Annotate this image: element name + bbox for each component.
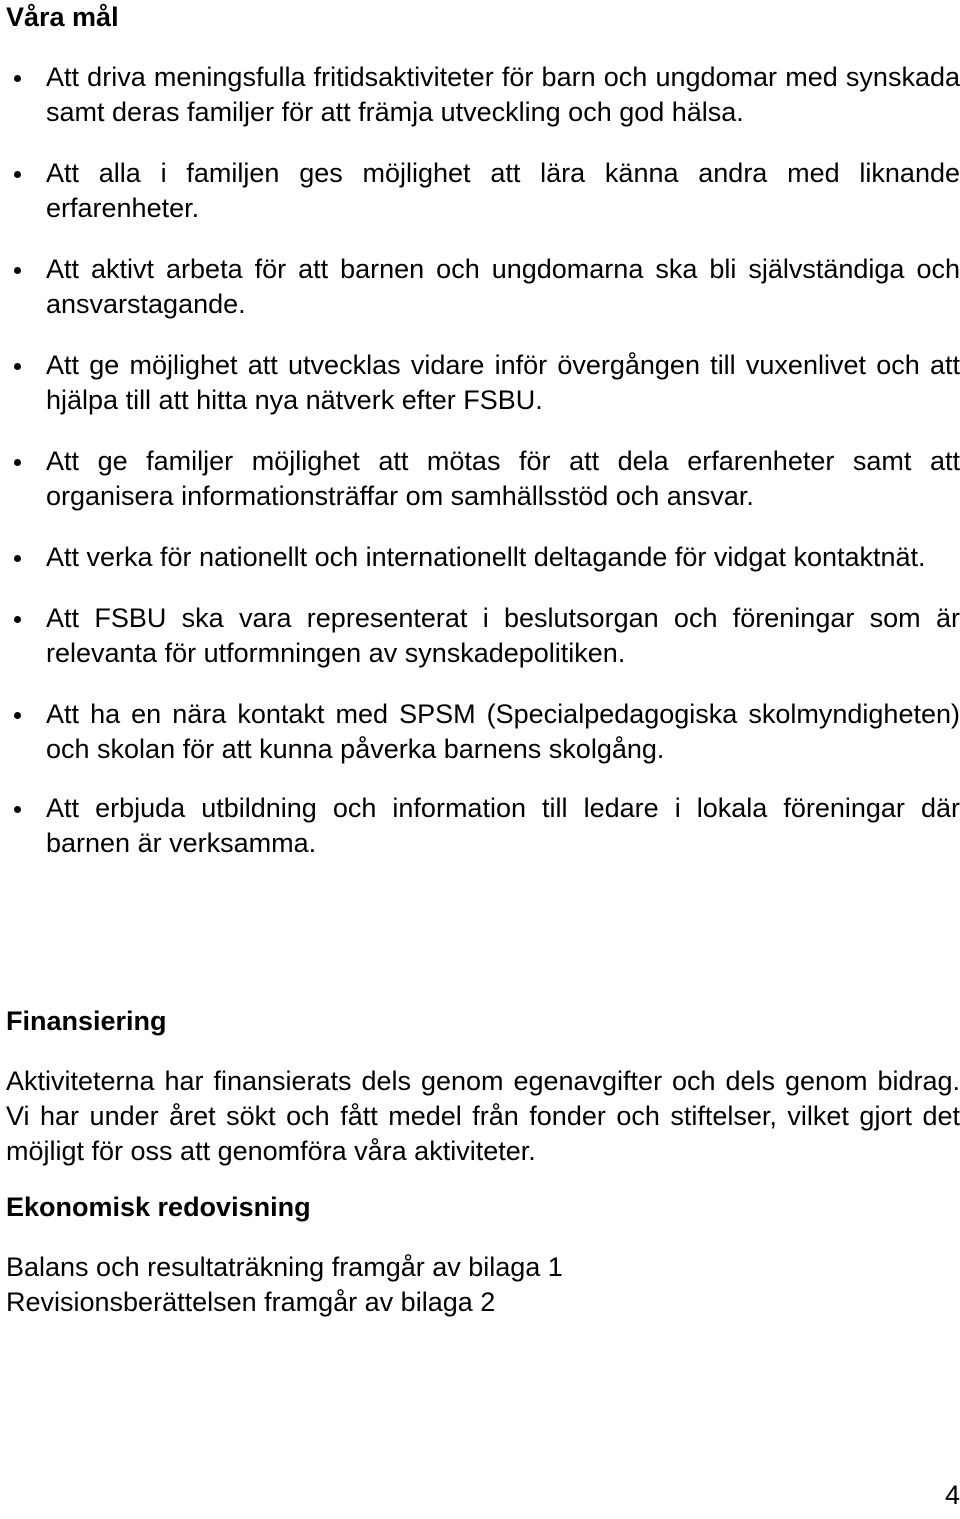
bullet-icon <box>14 806 21 813</box>
list-item <box>0 60 960 130</box>
bullet-icon <box>14 459 21 466</box>
bullet-icon <box>14 267 21 274</box>
list-item <box>0 697 960 767</box>
list-item <box>0 252 960 322</box>
list-item <box>0 791 960 861</box>
bullet-icon <box>14 363 21 370</box>
goals-list <box>0 60 960 887</box>
goal-text: Att erbjuda utbildning och information till ledare i lokala föreningar där barnen är verksamma. <box>46 793 960 858</box>
goal-text: Att driva meningsfulla fritidsaktiviteter för barn och ungdomar med synskada samt deras familjer för att främja utveckling och god hälsa. <box>46 62 960 127</box>
bullet-icon <box>14 616 21 623</box>
list-item <box>0 601 960 671</box>
list-item <box>0 540 960 575</box>
economy-heading: Ekonomisk redovisning <box>6 1192 311 1222</box>
goal-text: Att ha en nära kontakt med SPSM (Specialpedagogiska skolmyndigheten) och skolan för att kunna påverka barnens skolgång. <box>46 699 960 764</box>
economy-line-audit: Revisionsberättelsen framgår av bilaga 2 <box>6 1287 496 1317</box>
bullet-icon <box>14 171 21 178</box>
bullet-icon <box>14 75 21 82</box>
goal-text: Att FSBU ska vara representerat i beslutsorgan och föreningar som är relevanta för utformningen av synskadepolitiken. <box>46 603 960 668</box>
goal-text: Att aktivt arbeta för att barnen och ungdomarna ska bli självständiga och ansvarstagande. <box>46 254 960 319</box>
list-item <box>0 348 960 418</box>
goals-heading: Våra mål <box>6 2 119 32</box>
list-item <box>0 444 960 514</box>
goal-text: Att alla i familjen ges möjlighet att lära känna andra med liknande erfarenheter. <box>46 158 960 223</box>
goal-text: Att ge familjer möjlighet att mötas för att dela erfarenheter samt att organisera informationsträffar om samhällsstöd och ansvar. <box>46 446 960 511</box>
goal-text: Att ge möjlighet att utvecklas vidare inför övergången till vuxenlivet och att hjälpa till att hitta nya nätverk efter FSBU. <box>46 350 960 415</box>
list-item <box>0 156 960 226</box>
economy-line-balance: Balans och resultaträkning framgår av bilaga 1 <box>6 1252 563 1282</box>
financing-heading: Finansiering <box>6 1006 167 1036</box>
bullet-icon <box>14 712 21 719</box>
financing-paragraph: Aktiviteterna har finansierats dels genom egenavgifter och dels genom bidrag. Vi har under året sökt och fått medel från fonder och stiftelser, vilket gjort det möjligt för oss att genomföra våra aktiviteter. <box>6 1066 960 1166</box>
page-number: 4 <box>944 1480 960 1510</box>
bullet-icon <box>14 555 21 562</box>
goal-text: Att verka för nationellt och internationellt deltagande för vidgat kontaktnät. <box>46 542 926 572</box>
